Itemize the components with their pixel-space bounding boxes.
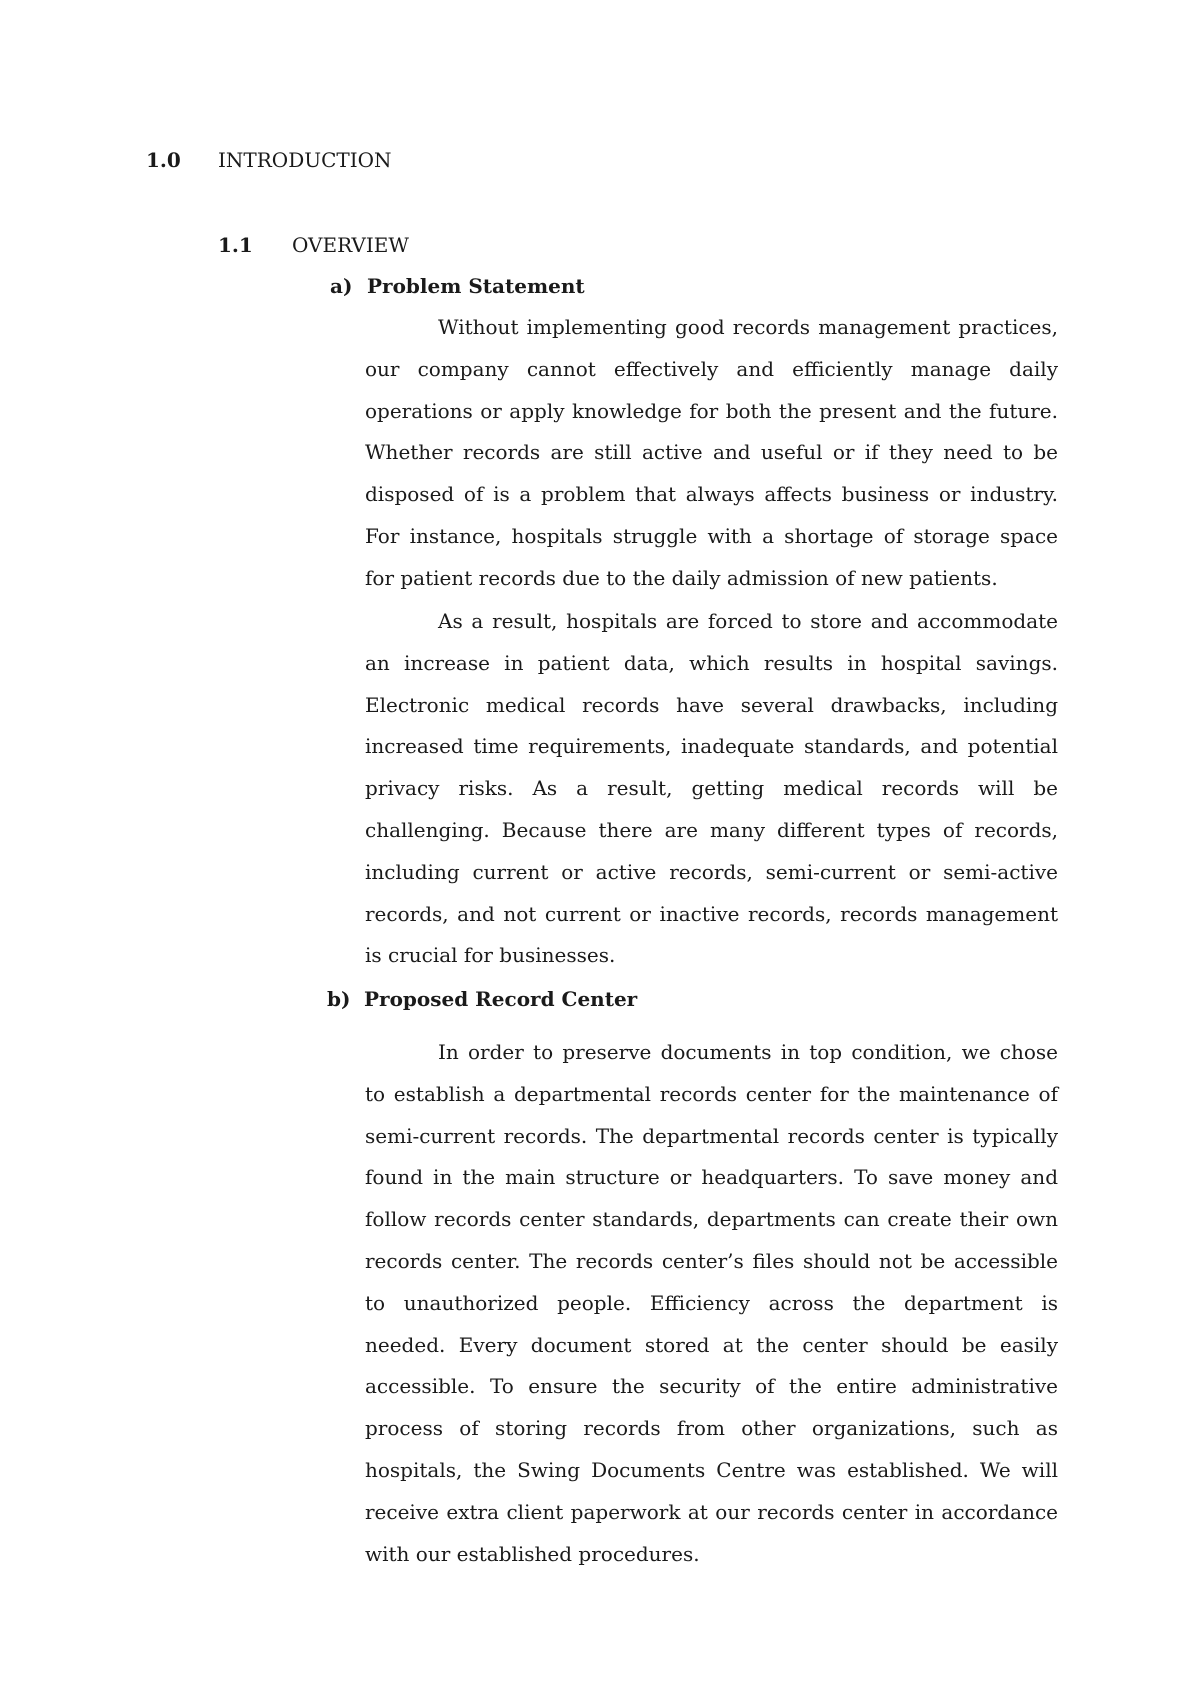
subsection-title: OVERVIEW [292, 233, 409, 257]
problem-statement-title: Problem Statement [367, 274, 585, 298]
proposed-record-center-paragraph: In order to preserve documents in top condition, we chose to establish a departmental records center for the maintenance of semi-current records. The departmental records center is typically found in the main structure or headquarters. To save money and follow records center standards, departments can create their own records center. The records center’s files should not be accessible to unauthorized people. Efficiency across the department is needed. Every document stored at the center should be easily accessible. To ensure the security of the entire administrative process of storing records from other organizations, such as hospitals, the Swing Documents Centre was established. We will receive extra client paperwork at our records center in accordance with our established procedures. [365, 1040, 1058, 1566]
list-marker: a) [330, 274, 353, 298]
subsection-number: 1.1 [218, 233, 253, 257]
section-number: 1.0 [146, 148, 181, 172]
section-title: INTRODUCTION [218, 148, 392, 172]
problem-statement-paragraph-2: As a result, hospitals are forced to store and accommodate an increase in patient data, which results in hospital savings. Electronic medical records have several drawbacks, including increased time requirements, inadequate standards, and potential privacy risks. As a result, getting medical records will be challenging. Because there are many different types of records, including current or active records, semi-current or semi-active records, and not current or inactive records, records management is crucial for businesses. [365, 609, 1058, 968]
proposed-record-center-title: Proposed Record Center [364, 987, 638, 1011]
problem-statement-paragraph-1: Without implementing good records management practices, our company cannot effectively and efficiently manage daily operations or apply knowledge for both the present and the future. Whether records are still active and useful or if they need to be disposed of is a problem that always affects business or industry. For instance, hospitals struggle with a shortage of storage space for patient records due to the daily admission of new patients. [365, 315, 1058, 590]
list-marker: b) [327, 987, 351, 1011]
